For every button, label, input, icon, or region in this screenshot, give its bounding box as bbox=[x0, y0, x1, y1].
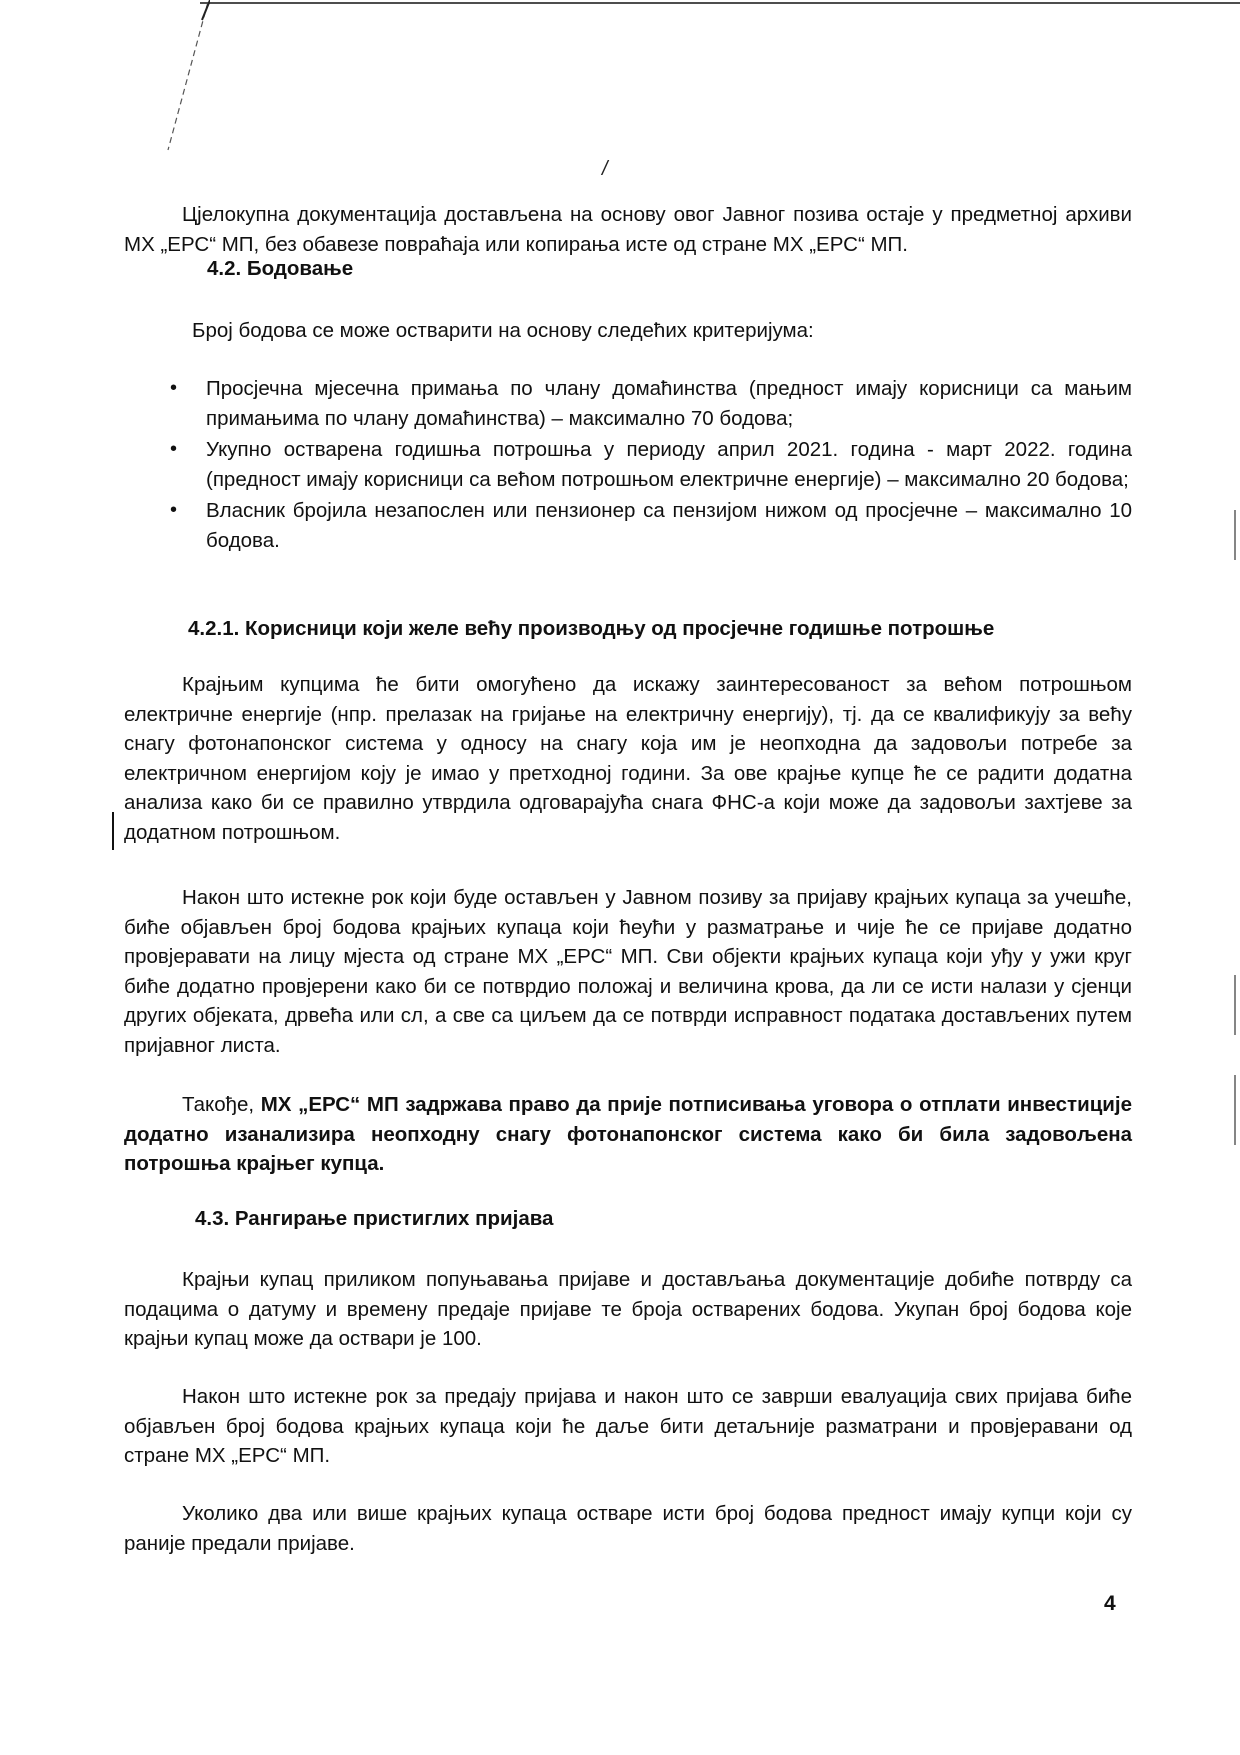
criteria-item-text: Власник бројила незапослен или пензионер са пензијом нижом од просјечне – максимално 10 бодова. bbox=[206, 499, 1132, 552]
paragraph-also bbox=[124, 1090, 1132, 1179]
criteria-item bbox=[160, 374, 1132, 433]
scan-artifact-right-edge bbox=[1234, 1075, 1236, 1145]
criteria-item-text: Укупно остварена годишња потрошња у периоду април 2021. година - март 2022. година (предност имају корисници са већом потрошњом електричне енергије) – максимално 20 бодова; bbox=[206, 438, 1132, 491]
paragraph-also-bold: МХ „ЕРС“ МП задржава право да прије потписивања уговора о отплати инвестиције додатно изанализира неопходну снагу фотонапонског система како би била задовољена потрошња крајњег купца. bbox=[124, 1093, 1132, 1175]
heading-higher-production: 4.2.1. Корисници који желе већу производњу од просјечне годишње потрошње bbox=[188, 617, 995, 640]
paragraph-ranking-3: Уколико два или више крајњих купаца остваре исти број бодова предност имају купци који су раније предали пријаве. bbox=[124, 1502, 1132, 1555]
paragraph-also-prefix: Такође, bbox=[182, 1093, 261, 1116]
margin-change-bar bbox=[112, 812, 114, 850]
heading-scoring: 4.2. Бодовање bbox=[207, 257, 354, 280]
bullet-icon: • bbox=[170, 438, 178, 460]
criteria-list bbox=[160, 374, 1132, 557]
scan-artifact-top-line bbox=[200, 2, 1240, 4]
criteria-item bbox=[160, 496, 1132, 555]
paragraph-ranking-2: Након што истекне рок за предају пријава и након што се заврши евалуација свих пријава биће објављен број бодова крајњих купаца који ће даље бити детаљније разматрани и провјеравани од стране МХ „ЕРС“ МП. bbox=[124, 1385, 1132, 1467]
paragraph-ranking-1: Крајњи купац приликом попуњавања пријаве и достављања документације добиће потврду са подацима о датуму и времену предаје пријаве те броја остварених бодова. Укупан број бодова које крајњи купац може да оствари је 100. bbox=[124, 1268, 1132, 1350]
paragraph-intro: Цјелокупна документација достављена на основу овог Јавног позива остаје у предметној архиви МХ „ЕРС“ МП, без обавезе повраћаја или копирања исте од стране МХ „ЕРС“ МП. bbox=[124, 203, 1132, 256]
stray-mark: / bbox=[602, 158, 608, 180]
bullet-icon: • bbox=[170, 499, 178, 521]
scan-artifact-right-edge bbox=[1234, 510, 1236, 560]
paragraph-higher-consumption: Крајњим купцима ће бити омогућено да искажу заинтересованост за већом потрошњом електричне енергије (нпр. прелазак на гријање на електричну енергију), тј. да се квалификују за већу снагу фотонапонског система у односу на снагу која им је неопходна да задовољи потребе за електричном енергијом коју је имао у претходној години. За ове крајње купце ће се радити додатна анализа како би се правилно утврдила одговарајућа снага ФНС-а који може да задовољи захтјеве за додатном потрошњом. bbox=[124, 673, 1132, 844]
scan-artifact-right-edge bbox=[1234, 975, 1236, 1035]
criteria-item bbox=[160, 435, 1132, 494]
page-number: 4 bbox=[1104, 1592, 1116, 1615]
heading-ranking: 4.3. Рангирање пристиглих пријава bbox=[195, 1207, 554, 1230]
paragraph-after-deadline: Након што истекне рок који буде остављен у Јавном позиву за пријаву крајњих купаца за учешће, биће објављен број бодова крајњих купаца који ћеући у разматрање и чије ће се пријаве додатно провјеравати на лицу мјеста од стране МХ „ЕРС“ МП. Сви објекти крајњих купаца који уђу у ужи круг биће додатно провјерени како би се потврдио положај и величина крова, да ли се исти налази у сјенци других објеката, дрвећа или сл, а све са циљем да се потврди исправност података достављених путем пријавног листа. bbox=[124, 886, 1132, 1057]
bullet-icon: • bbox=[170, 377, 178, 399]
paragraph-criteria-lead: Број бодова се може остварити на основу следећих критеријума: bbox=[192, 319, 814, 342]
scan-artifact-diagonal bbox=[150, 0, 210, 200]
criteria-item-text: Просјечна мјесечна примања по члану домаћинства (предност имају корисници са мањим примањима по члану домаћинства) – максимално 70 бодова; bbox=[206, 377, 1132, 430]
